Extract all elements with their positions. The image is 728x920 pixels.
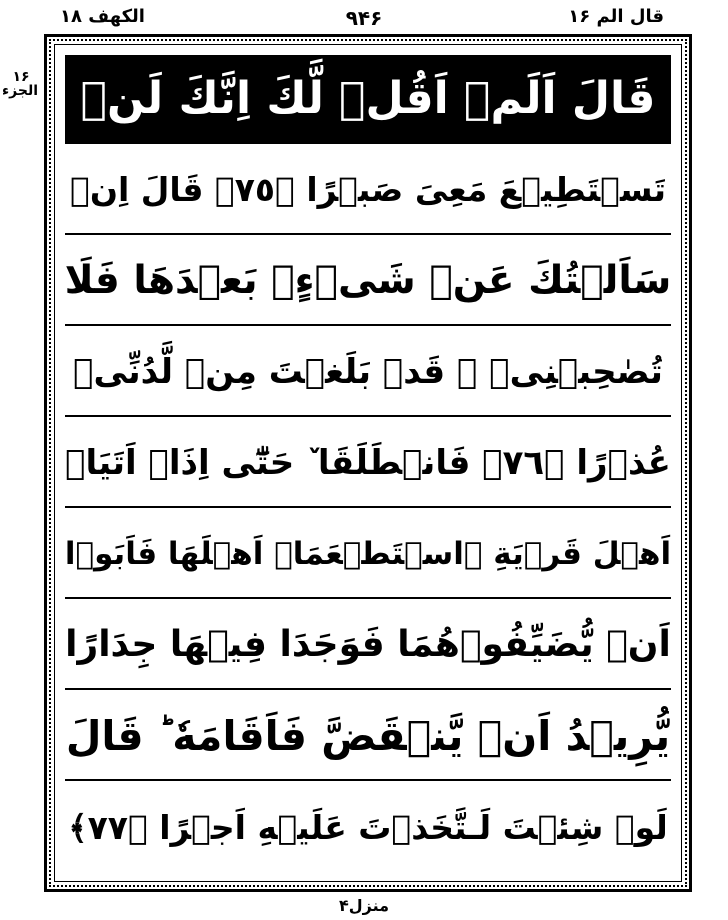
manzil-marker: منزل۴ — [338, 896, 390, 915]
para-name: قال الم ۱۶ — [568, 6, 664, 27]
text-line-9: لَوۡ شِئۡتَ لَـتَّخَذۡتَ عَلَيۡهِ اَجۡرًا ﴿٧٧﴾ — [68, 808, 668, 847]
page-header — [0, 4, 728, 32]
page-frame — [44, 34, 692, 892]
text-line-6: اَهۡلَ قَرۡيَةِ ۨاسۡتَطۡعَمَاۤ اَهۡلَهَا فَاَبَوۡا — [65, 510, 671, 599]
text-line-4: تُصٰحِبۡنِىۡ ۚ قَدۡ بَلَغۡتَ مِنۡ لَّدُنِّىۡ — [65, 328, 671, 417]
text-line-3: سَاَلۡتُكَ عَنۡ شَىۡءٍۢ بَعۡدَهَا فَلَا — [65, 237, 671, 326]
text-line-2: تَسۡتَطِيۡعَ مَعِىَ صَبۡرًا ﴿٧٥﴾ قَالَ اِنۡ — [65, 146, 671, 235]
text-line-1: قَالَ اَلَمۡ اَقُلۡ لَّكَ اِنَّكَ لَنۡ — [65, 55, 671, 144]
juz-marker: ۱۶ الجزء — [1, 69, 38, 99]
page-number: ۹۴۶ — [345, 6, 383, 30]
text-lines — [65, 55, 671, 871]
text-line-8: يُّرِيۡدُ اَنۡ يَّنۡقَضَّ فَاَقَامَهٗ ؕ قَالَ — [65, 692, 671, 781]
surah-name: الکھف ۱۸ — [60, 6, 145, 27]
text-line-5: عُذۡرًا ﴿٧٦﴾ فَانۡطَلَقَا ٚ حَتّٰٓى اِذَاۤ اَتَيَاۤ — [65, 419, 671, 508]
text-line-7: اَنۡ يُّضَيِّفُوۡهُمَا فَوَجَدَا فِيۡهَا جِدَارًا — [65, 601, 671, 690]
